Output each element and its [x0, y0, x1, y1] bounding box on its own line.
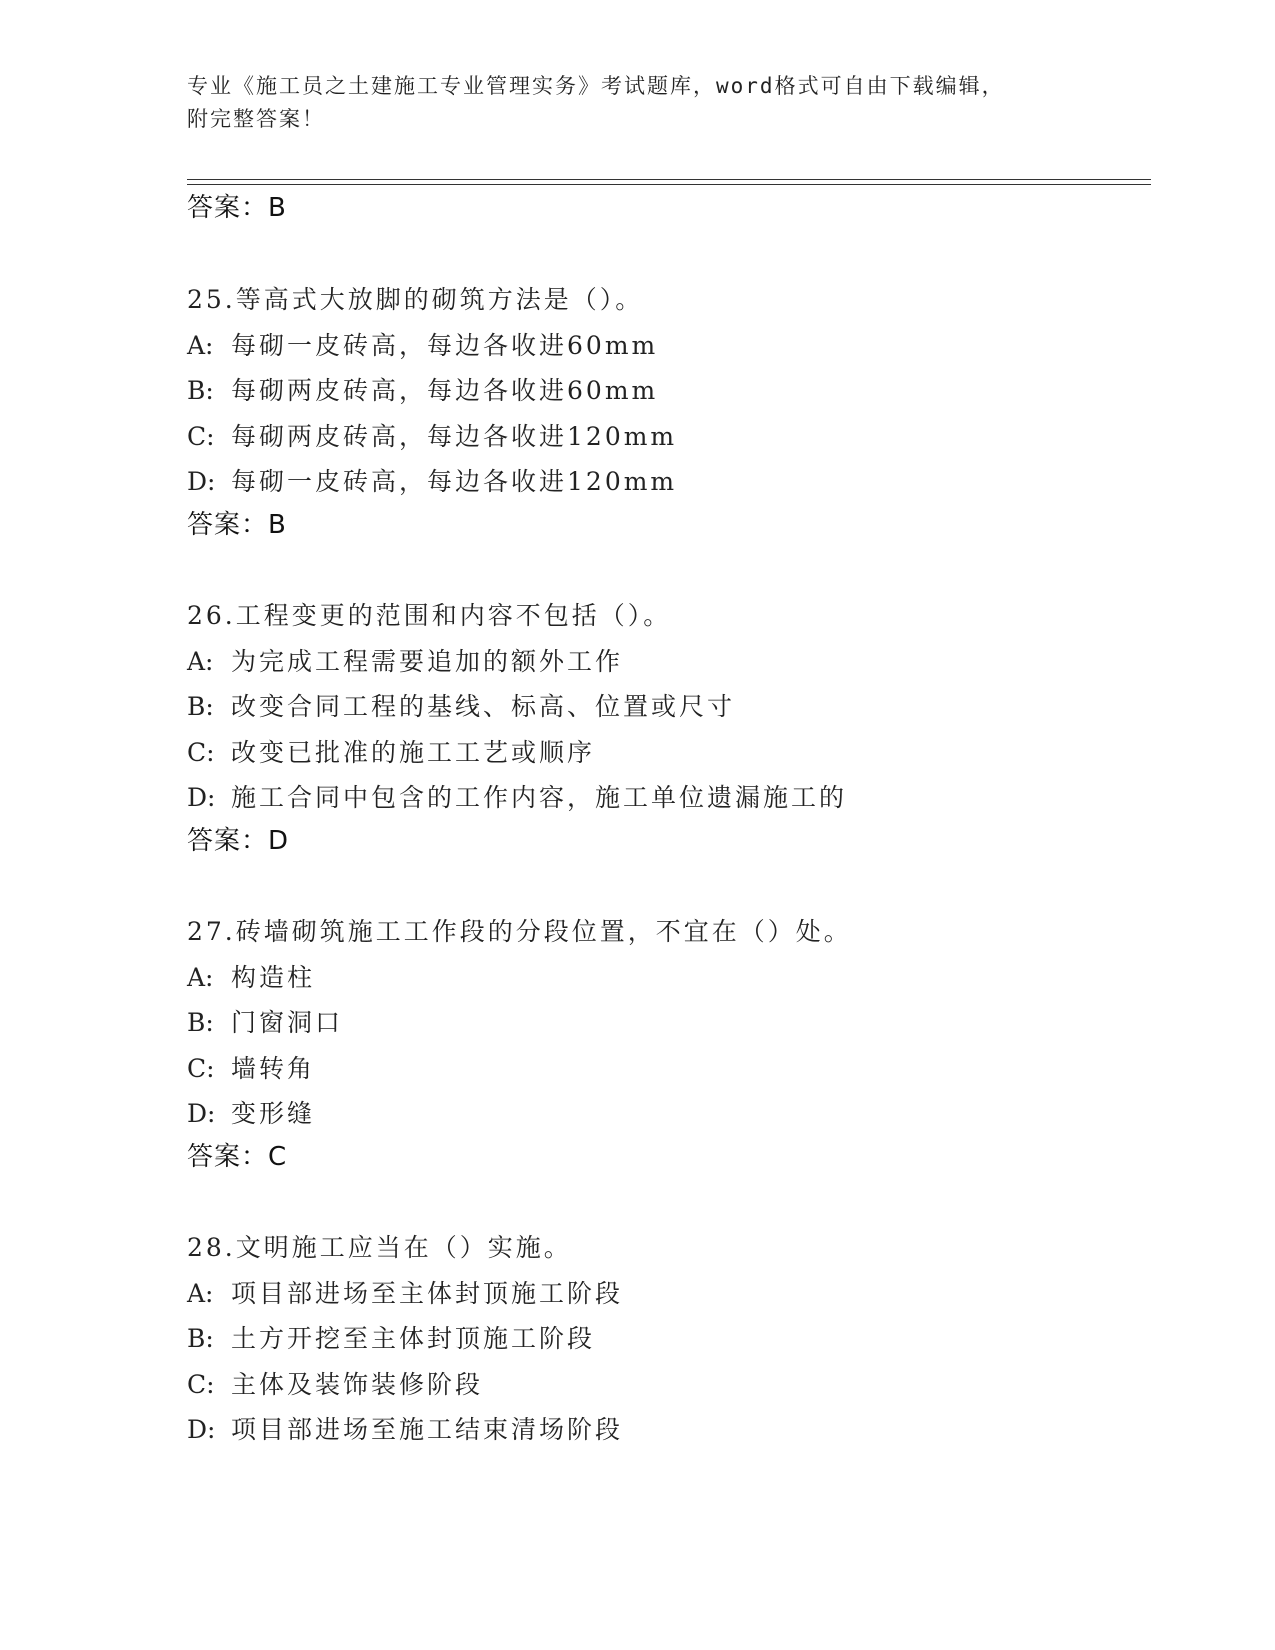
header-line-2: 附完整答案！ — [187, 107, 325, 131]
option-d: D: 项目部进场至施工结束清场阶段 — [187, 1415, 624, 1444]
option-b: B: 土方开挖至主体封顶施工阶段 — [187, 1324, 596, 1353]
option-a: A: 为完成工程需要追加的额外工作 — [187, 646, 624, 676]
question-stem: 27.砖墙砌筑施工工作段的分段位置，不宜在（）处。 — [187, 917, 852, 946]
option-c: C: 主体及装饰装修阶段 — [187, 1369, 484, 1399]
page-header — [187, 70, 1087, 136]
header-line-1: 专业《施工员之土建施工专业管理实务》考试题库，word格式可自由下载编辑， — [187, 74, 1005, 98]
option-b: B: 每砌两皮砖高，每边各收进60mm — [187, 376, 659, 405]
option-a: A: 每砌一皮砖高，每边各收进60mm — [187, 330, 659, 360]
question-stem: 28.文明施工应当在（）实施。 — [187, 1233, 572, 1262]
question-28 — [187, 1225, 623, 1453]
option-d: D: 施工合同中包含的工作内容，施工单位遗漏施工的 — [187, 783, 848, 812]
option-a: A: 构造柱 — [187, 962, 316, 992]
option-d: D: 变形缝 — [187, 1099, 316, 1128]
option-d: D: 每砌一皮砖高，每边各收进120mm — [187, 467, 678, 496]
question-stem: 26.工程变更的范围和内容不包括（）。 — [187, 601, 672, 630]
answer-26: 答案：D — [187, 826, 290, 856]
question-stem: 25.等高式大放脚的砌筑方法是（）。 — [187, 285, 644, 314]
previous-answer: 答案：B — [187, 193, 287, 223]
option-b: B: 门窗洞口 — [187, 1008, 344, 1037]
header-divider-top — [187, 179, 1151, 180]
option-c: C: 墙转角 — [187, 1053, 316, 1083]
answer-25: 答案：B — [187, 510, 287, 540]
option-c: C: 改变已批准的施工工艺或顺序 — [187, 737, 596, 767]
header-divider-bottom — [187, 184, 1151, 185]
question-26 — [187, 593, 847, 821]
question-27 — [187, 909, 852, 1137]
option-b: B: 改变合同工程的基线、标高、位置或尺寸 — [187, 692, 736, 721]
question-25 — [187, 277, 677, 505]
option-a: A: 项目部进场至主体封顶施工阶段 — [187, 1278, 624, 1308]
option-c: C: 每砌两皮砖高，每边各收进120mm — [187, 421, 678, 451]
answer-27: 答案：C — [187, 1142, 288, 1172]
